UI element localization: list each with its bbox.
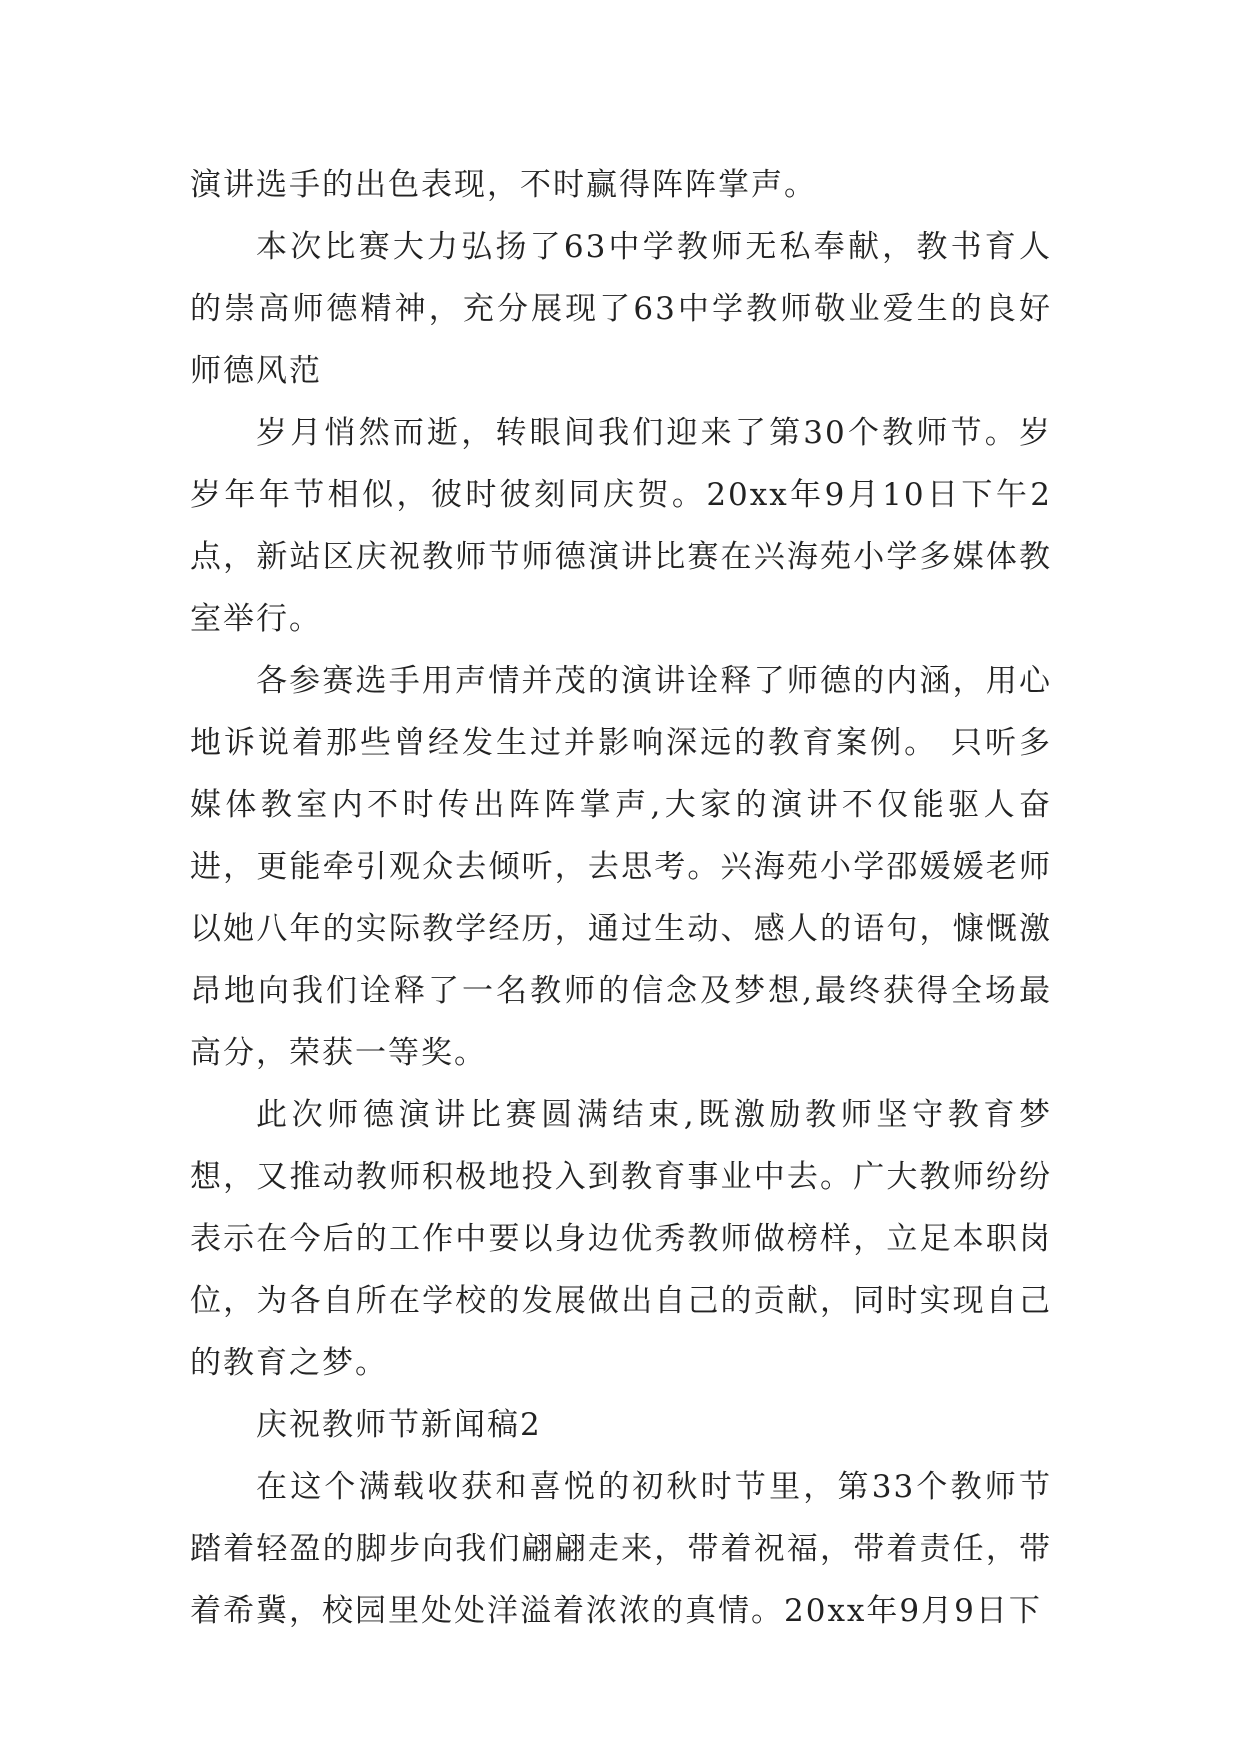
paragraph: 此次师德演讲比赛圆满结束,既激励教师坚守教育梦想，又推动教师积极地投入到教育事业中去。广大教师纷纷表示在今后的工作中要以身边优秀教师做榜样，立足本职岗位，为各自所在学校的发展做出自己的贡献，同时实现自己的教育之梦。 — [190, 1097, 1052, 1381]
paragraph: 各参赛选手用声情并茂的演讲诠释了师德的内涵，用心地诉说着那些曾经发生过并影响深远的教育案例。 只听多媒体教室内不时传出阵阵掌声,大家的演讲不仅能驱人奋进，更能牵引观众去倾听，去思考。兴海苑小学邵媛媛老师以她八年的实际教学经历，通过生动、感人的语句，慷慨激昂地向我们诠释了一名教师的信念及梦想,最终获得全场最高分，荣获一等奖。 — [190, 663, 1052, 1071]
paragraph: 岁月悄然而逝，转眼间我们迎来了第30个教师节。岁岁年年节相似，彼时彼刻同庆贺。20xx年9月10日下午2点，新站区庆祝教师节师德演讲比赛在兴海苑小学多媒体教室举行。 — [190, 415, 1052, 637]
paragraph: 本次比赛大力弘扬了63中学教师无私奉献，教书育人的崇高师德精神，充分展现了63中学教师敬业爱生的良好师德风范 — [190, 229, 1052, 389]
paragraph-continuation: 演讲选手的出色表现，不时赢得阵阵掌声。 — [190, 167, 817, 203]
document-page — [190, 154, 1052, 1642]
section-heading: 庆祝教师节新闻稿2 — [256, 1407, 542, 1443]
paragraph: 在这个满载收获和喜悦的初秋时节里，第33个教师节踏着轻盈的脚步向我们翩翩走来，带着祝福，带着责任，带着希冀，校园里处处洋溢着浓浓的真情。20xx年9月9日下 — [190, 1469, 1052, 1629]
